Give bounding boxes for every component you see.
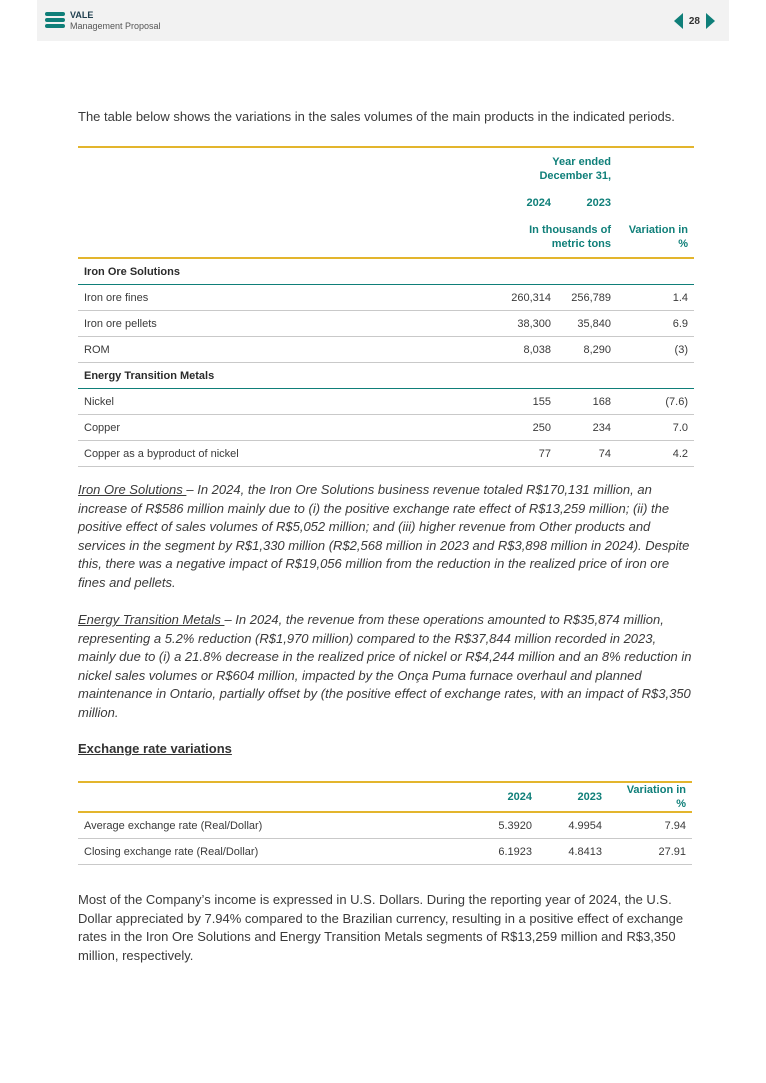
intro-text: The table below shows the variations in the sales volumes of the main products in the indicated periods. (78, 109, 675, 124)
product-name: Copper (78, 415, 496, 441)
value-2024: 38,300 (496, 311, 557, 337)
table-row (78, 337, 694, 363)
col-2023: 2023 (538, 782, 608, 812)
value-2024: 8,038 (496, 337, 557, 363)
table-row (78, 285, 694, 311)
value-2024: 250 (496, 415, 557, 441)
brand-subtitle: Management Proposal (70, 21, 161, 31)
variation-value: 7.0 (617, 415, 694, 441)
rate-label: Closing exchange rate (Real/Dollar) (78, 839, 468, 865)
closing-paragraph: Most of the Company’s income is expressed in U.S. Dollars. During the reporting year of 2024, the U.S. Dollar appreciated by 7.94% compared to the Brazilian currency, resulting in a positive effect of exchange rates in the Iron Ore Solutions and Energy Transition Metals segments of R$13,259 million and R$3,350 million, respectively. (78, 892, 684, 963)
value-2023: 4.9954 (538, 812, 608, 839)
variation-header: Variation in % (608, 782, 692, 812)
variation-value: (3) (617, 337, 694, 363)
product-name: Copper as a byproduct of nickel (78, 441, 496, 467)
energy-metals-text: – In 2024, the revenue from these operations amounted to R$35,874 million, representing a 5.2% reduction (R$1,970 million) compared to the R$37,844 million recorded in 2023, mainly due to (i) a 21.8% decrease in the realized price of nickel or R$4,244 million and an 8% reduction in nickel sales volumes or R$604 million, impacted by the Onça Puma furnace overhaul and planned maintenance in Ontario, partially offset by (the positive effect of exchange rates, with an impact of R$3,350 million. (78, 612, 692, 720)
product-name: Iron ore pellets (78, 311, 496, 337)
value-2023: 168 (557, 389, 617, 415)
variation-header: Variation in % (617, 217, 694, 258)
variation-value: 27.91 (608, 839, 692, 865)
value-2024: 155 (496, 389, 557, 415)
table-row (78, 441, 694, 467)
value-2023: 256,789 (557, 285, 617, 311)
page-number: 28 (688, 15, 700, 27)
vale-logo-icon (45, 12, 65, 30)
value-2024: 6.1923 (468, 839, 538, 865)
col-2024: 2024 (468, 782, 538, 812)
pager (674, 13, 715, 29)
variation-value: (7.6) (617, 389, 694, 415)
energy-metals-paragraph (78, 611, 694, 722)
iron-ore-text: – In 2024, the Iron Ore Solutions business revenue totaled R$170,131 million, an increase of R$586 million mainly due to (i) the positive exchange rate effect of R$13,259 million; (ii) the positive effect of sales volumes of R$5,052 million; and (iii) higher revenue from Other products and services in the segment by R$1,330 million (R$2,568 million in 2023 and R$3,898 million in 2024). Despite this, there was a negative impact of R$19,056 million from the reduction in the realized price of iron ore fines and pellets. (78, 482, 690, 590)
variation-value: 6.9 (617, 311, 694, 337)
variation-value: 1.4 (617, 285, 694, 311)
variation-value: 7.94 (608, 812, 692, 839)
table-row (78, 389, 694, 415)
value-2023: 234 (557, 415, 617, 441)
next-page-icon[interactable] (706, 13, 715, 29)
iron-ore-label: Iron Ore Solutions (78, 482, 187, 497)
value-2024: 5.3920 (468, 812, 538, 839)
iron-ore-paragraph (78, 481, 694, 592)
page-header (37, 0, 729, 41)
previous-page-icon[interactable] (674, 13, 683, 29)
product-name: ROM (78, 337, 496, 363)
variation-value: 4.2 (617, 441, 694, 467)
year-ended-header: Year ended December 31, (539, 155, 611, 182)
product-name: Iron ore fines (78, 285, 496, 311)
table-row (78, 311, 694, 337)
value-2023: 74 (557, 441, 617, 467)
section-title: Energy Transition Metals (78, 363, 694, 389)
value-2024: 77 (496, 441, 557, 467)
exchange-rate-table (78, 781, 692, 865)
value-2023: 35,840 (557, 311, 617, 337)
sales-volumes-table (78, 146, 694, 467)
col-2023: 2023 (586, 197, 611, 209)
section-title: Iron Ore Solutions (78, 258, 694, 285)
value-2023: 4.8413 (538, 839, 608, 865)
table-row (78, 839, 692, 865)
brand (70, 10, 161, 32)
value-2024: 260,314 (496, 285, 557, 311)
table-row (78, 812, 692, 839)
unit-header: In thousands of metric tons (496, 217, 617, 258)
brand-name: VALE (70, 10, 94, 20)
energy-metals-label: Energy Transition Metals (78, 612, 225, 627)
product-name: Nickel (78, 389, 496, 415)
value-2023: 8,290 (557, 337, 617, 363)
table-row (78, 415, 694, 441)
rate-label: Average exchange rate (Real/Dollar) (78, 812, 468, 839)
exchange-rate-heading: Exchange rate variations (78, 741, 232, 756)
col-2024: 2024 (526, 197, 551, 209)
